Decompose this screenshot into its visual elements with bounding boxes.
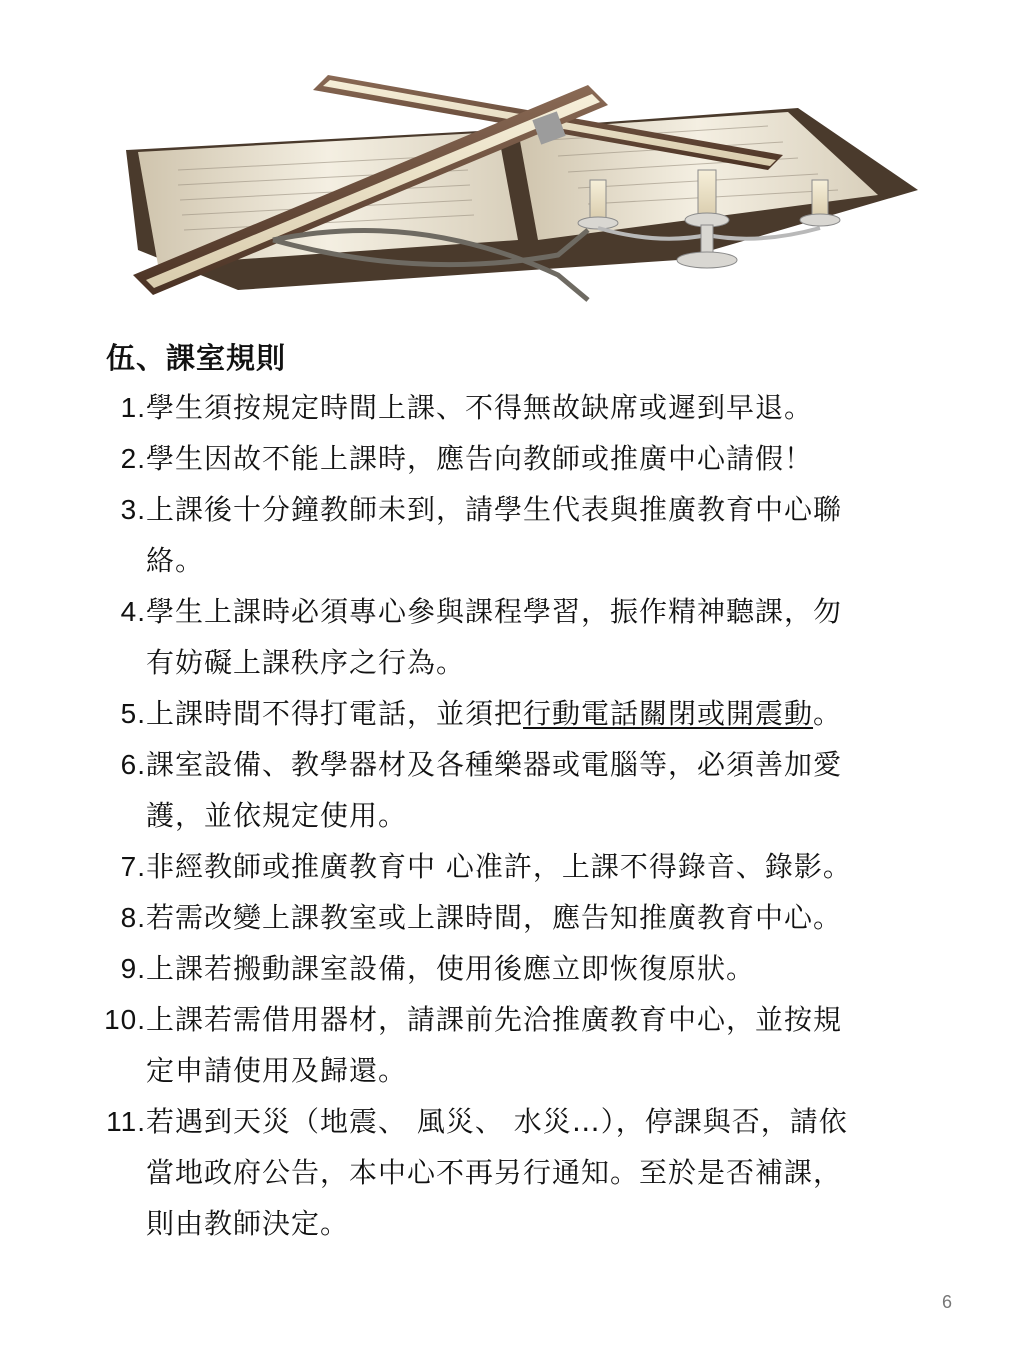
rule-number: 5. <box>120 698 146 729</box>
rule-number: 4. <box>120 596 146 627</box>
rule-text: 學生因故不能上課時，應告向教師或推廣中心請假！ <box>146 442 814 475</box>
section-title: 伍、課室規則 <box>106 341 287 375</box>
rule-text: 則由教師決定。 <box>146 1207 350 1240</box>
rule-item <box>104 586 934 688</box>
rule-number: 3. <box>120 494 146 525</box>
rule-item <box>104 1096 934 1249</box>
rule-text: 上課後十分鐘教師未到，請學生代表與推廣教育中心聯 <box>146 493 843 526</box>
rule-number: 8. <box>120 902 146 933</box>
rule-item <box>104 433 934 484</box>
rule-item <box>104 943 934 994</box>
rule-number: 11. <box>106 1106 146 1137</box>
rule-text: 上課若搬動課室設備，使用後應立即恢復原狀。 <box>146 952 756 985</box>
rule-item <box>104 892 934 943</box>
rule-text: 上課若需借用器材，請課前先洽推廣教育中心，並按規 <box>146 1003 843 1036</box>
rule-text: 護，並依規定使用。 <box>146 799 408 832</box>
rule-text: 當地政府公告，本中心不再另行通知。至於是否補課， <box>146 1156 843 1189</box>
rule-number: 7. <box>120 851 146 882</box>
rule-item <box>104 688 934 739</box>
rule-item <box>104 994 934 1096</box>
rule-item <box>104 382 934 433</box>
rule-number: 6. <box>120 749 146 780</box>
rule-number: 1. <box>120 392 146 423</box>
rule-item <box>104 739 934 841</box>
rule-underlined-text: 行動電話關閉或開震動 <box>523 697 814 730</box>
rule-text: 若遇到天災（地震、 風災、 水災…），停課與否，請依 <box>146 1105 848 1138</box>
rule-text-after: 。 <box>813 697 843 730</box>
rule-item <box>104 841 934 892</box>
bible-cross-candles-image <box>118 60 930 310</box>
rule-text: 若需改變上課教室或上課時間，應告知推廣教育中心。 <box>146 901 843 934</box>
rule-text: 絡。 <box>146 544 205 577</box>
rule-text: 有妨礙上課秩序之行為。 <box>146 646 466 679</box>
rule-text: 定申請使用及歸還。 <box>146 1054 408 1087</box>
rule-text-before: 上課時間不得打電話，並須把 <box>146 697 524 730</box>
rule-text: 非經教師或推廣教育中 心准許，上課不得錄音、錄影。 <box>146 850 852 883</box>
rule-item <box>104 484 934 586</box>
rule-number: 9. <box>120 953 146 984</box>
rules-list <box>104 382 934 1249</box>
rule-number: 2. <box>120 443 146 474</box>
rule-number: 10. <box>104 1004 146 1035</box>
rule-text: 學生上課時必須專心參與課程學習，振作精神聽課，勿 <box>146 595 843 628</box>
rule-text: 課室設備、教學器材及各種樂器或電腦等，必須善加愛 <box>146 748 843 781</box>
page-number: 6 <box>942 1292 953 1312</box>
rule-text <box>146 688 934 739</box>
rule-text: 學生須按規定時間上課、不得無故缺席或遲到早退。 <box>146 391 814 424</box>
